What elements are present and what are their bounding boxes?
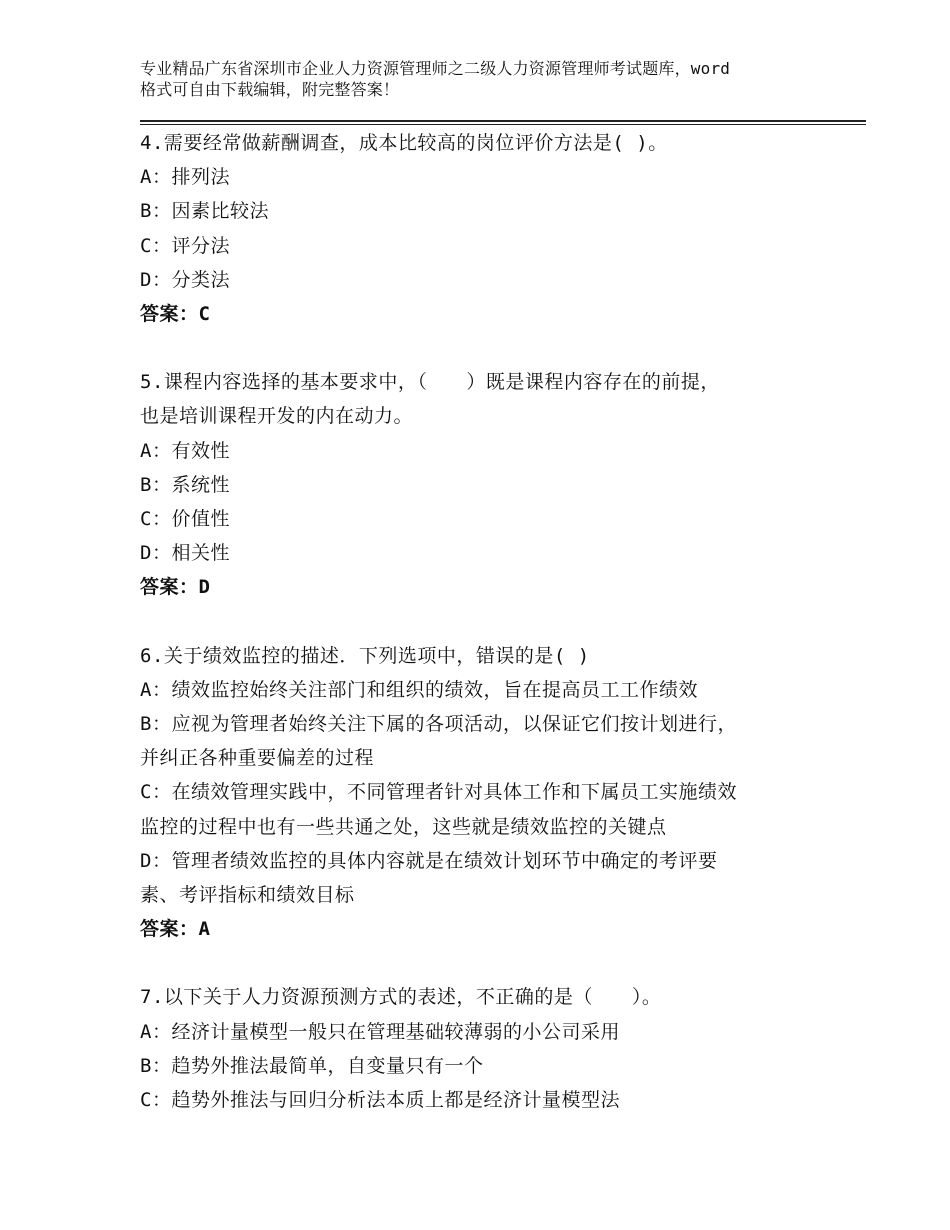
answer: 答案：C	[140, 303, 211, 326]
question-7	[140, 980, 840, 1117]
header-line-2: 格式可自由下载编辑，附完整答案！	[140, 80, 400, 99]
option-c: C：价值性	[140, 508, 230, 531]
header-line-1: 专业精品广东省深圳市企业人力资源管理师之二级人力资源管理师考试题库，word	[140, 59, 731, 78]
spacer	[140, 946, 840, 980]
option-b: B：趋势外推法最简单，自变量只有一个	[140, 1054, 484, 1077]
option-d: D：分类法	[140, 268, 230, 291]
header-rule-thin	[140, 124, 866, 125]
option-d-continued: 素、考评指标和绩效目标	[140, 884, 355, 907]
option-b: B：应视为管理者始终关注下属的各项活动，以保证它们按计划进行，	[140, 713, 737, 736]
question-5	[140, 365, 840, 604]
option-a: A：绩效监控始终关注部门和组织的绩效，旨在提高员工工作绩效	[140, 678, 698, 701]
answer: 答案：A	[140, 918, 211, 941]
option-a: A：经济计量模型一般只在管理基础较薄弱的小公司采用	[140, 1020, 620, 1043]
answer: 答案：D	[140, 576, 211, 599]
question-4	[140, 126, 840, 331]
option-c: C：在绩效管理实践中，不同管理者针对具体工作和下属员工实施绩效	[140, 781, 737, 804]
document-header	[140, 58, 840, 100]
spacer	[140, 331, 840, 365]
option-a: A：排列法	[140, 166, 230, 189]
option-b-continued: 并纠正各种重要偏差的过程	[140, 747, 375, 770]
question-stem: 7.以下关于人力资源预测方式的表述，不正确的是（ ）。	[140, 986, 662, 1009]
option-c: C：趋势外推法与回归分析法本质上都是经济计量模型法	[140, 1089, 620, 1112]
option-b: B：系统性	[140, 473, 230, 496]
question-6	[140, 639, 840, 947]
option-d: D：管理者绩效监控的具体内容就是在绩效计划环节中确定的考评要	[140, 849, 718, 872]
option-a: A：有效性	[140, 439, 230, 462]
question-stem: 4.需要经常做薪酬调查，成本比较高的岗位评价方法是( )。	[140, 132, 668, 154]
option-c: C：评分法	[140, 234, 230, 257]
question-stem: 5.课程内容选择的基本要求中，（ ）既是课程内容存在的前提，	[140, 371, 720, 394]
spacer	[140, 605, 840, 639]
option-d: D：相关性	[140, 542, 230, 565]
question-stem-continued: 也是培训课程开发的内在动力。	[140, 405, 414, 428]
header-rule-thick	[140, 120, 866, 122]
question-stem: 6.关于绩效监控的描述．下列选项中，错误的是( )	[140, 644, 590, 667]
option-c-continued: 监控的过程中也有一些共通之处，这些就是绩效监控的关键点	[140, 815, 667, 838]
question-list	[140, 126, 840, 1117]
option-b: B：因素比较法	[140, 200, 269, 223]
